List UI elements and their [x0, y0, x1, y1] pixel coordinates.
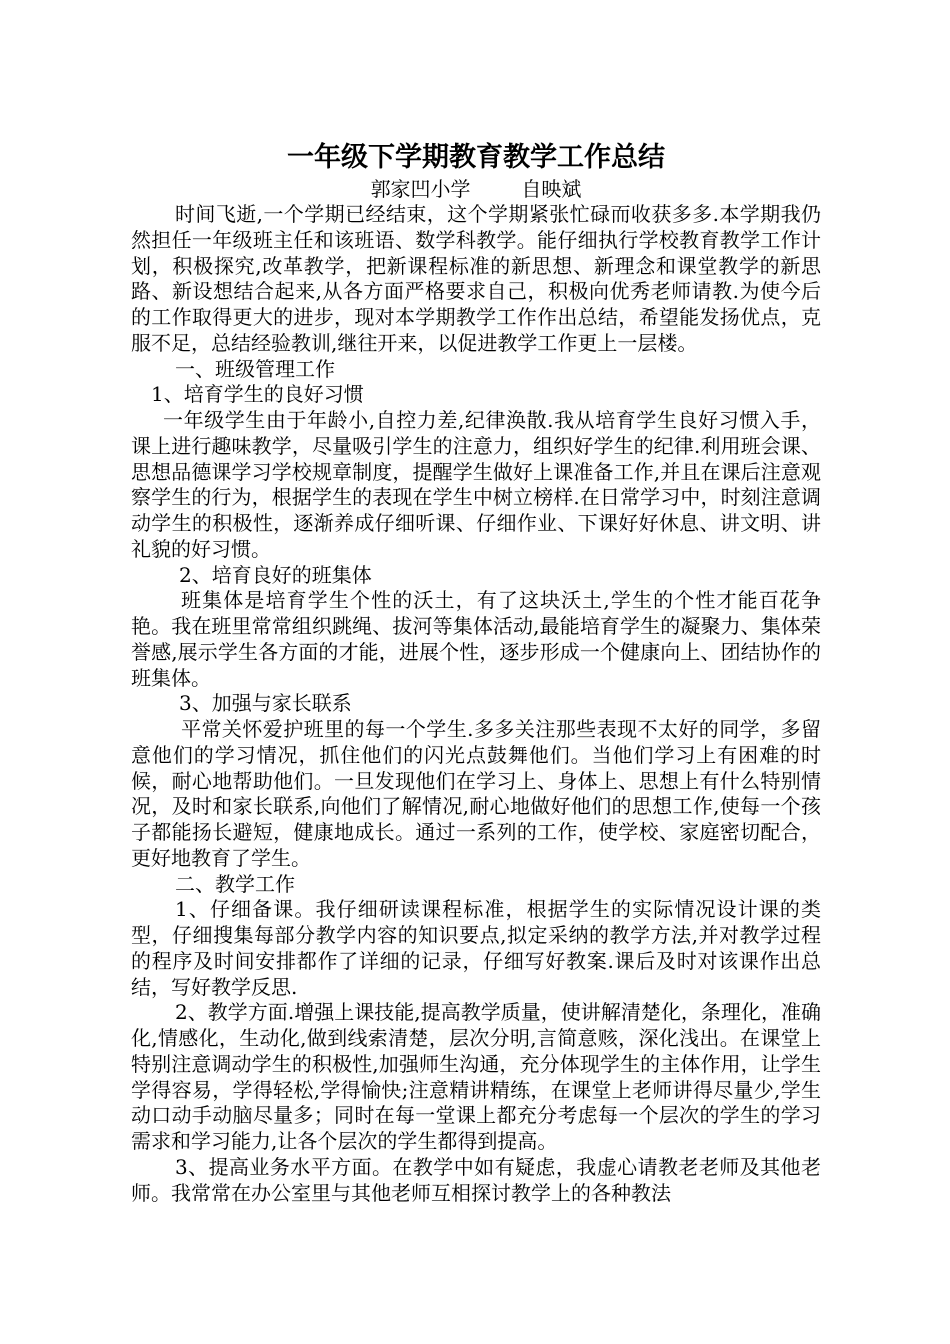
section-heading: 1、培育学生的良好习惯 — [151, 382, 364, 407]
document-title: 一年级下学期教育教学工作总结 — [287, 142, 665, 173]
paragraph-list — [131, 202, 821, 1206]
body-paragraph: 班集体是培育学生个性的沃土，有了这块沃土,学生的个性才能百花争艳。我在班里常常组织跳绳、拔河等集体活动,最能培育学生的凝聚力、集体荣誉感,展示学生各方面的才能，进展个性，逐步形成一个健康向上、团结协作的班集体。 — [131, 588, 821, 690]
body-paragraph: 平常关怀爱护班里的每一个学生.多多关注那些表现不太好的同学，多留意他们的学习情况，抓住他们的闪光点鼓舞他们。当他们学习上有困难的时候，耐心地帮助他们。一旦发现他们在学习上、身体上、思想上有什么特别情况，及时和家长联系,向他们了解情况,耐心地做好他们的思想工作,使每一个孩子都能扬长避短，健康地成长。通过一系列的工作，使学校、家庭密切配合，更好地教育了学生。 — [131, 717, 821, 870]
body-paragraph: 2、教学方面.增强上课技能,提高教学质量，使讲解清楚化，条理化，准确化,情感化，生动化,做到线索清楚，层次分明,言简意赅，深化浅出。在课堂上特别注意调动学生的积极性,加强师生沟通，充分体现学生的主体作用，让学生学得容易，学得轻松,学得愉快;注意精讲精练，在课堂上老师讲得尽量少,学生动口动手动脑尽量多；同时在每一堂课上都充分考虑每一个层次的学生的学习需求和学习能力,让各个层次的学生都得到提高。 — [131, 1000, 821, 1153]
section-heading: 2、培育良好的班集体 — [179, 562, 372, 587]
section-heading: 一、班级管理工作 — [175, 356, 335, 381]
document-byline: 郭家凹小学 自映斌 — [370, 177, 582, 201]
body-paragraph: 时间飞逝,一个学期已经结束，这个学期紧张忙碌而收获多多.本学期我仍然担任一年级班主任和该班语、数学科教学。能仔细执行学校教育教学工作计划，积极探究,改革教学，把新课程标准的新思想、新理念和课堂教学的新思路、新设想结合起来,从各方面严格要求自己，积极向优秀老师请教.为使今后的工作取得更大的进步，现对本学期教学工作作出总结，希望能发扬优点，克服不足，总结经验教训,继往开来，以促进教学工作更上一层楼。 — [131, 202, 821, 355]
document-body — [131, 140, 821, 1206]
section-heading: 二、教学工作 — [175, 871, 295, 896]
section-heading: 3、加强与家长联系 — [179, 691, 352, 716]
body-paragraph: 3、提高业务水平方面。在教学中如有疑虑，我虚心请教老老师及其他老师。我常常在办公室里与其他老师互相探讨教学上的各种教法 — [131, 1154, 821, 1205]
body-paragraph: 1、仔细备课。我仔细研读课程标准，根据学生的实际情况设计课的类型，仔细搜集每部分教学内容的知识要点,拟定采纳的教学方法,并对教学过程的程序及时间安排都作了详细的记录，仔细写好教案.课后及时对该课作出总结，写好教学反思. — [131, 897, 821, 999]
body-paragraph: 一年级学生由于年龄小,自控力差,纪律涣散.我从培育学生良好习惯入手，课上进行趣味教学，尽量吸引学生的注意力，组织好学生的纪律.利用班会课、思想品德课学习学校规章制度，提醒学生做好上课准备工作,并且在课后注意观察学生的行为，根据学生的表现在学生中树立榜样.在日常学习中，时刻注意调动学生的积极性，逐渐养成仔细听课、仔细作业、下课好好休息、讲文明、讲礼貌的好习惯。 — [131, 408, 821, 561]
